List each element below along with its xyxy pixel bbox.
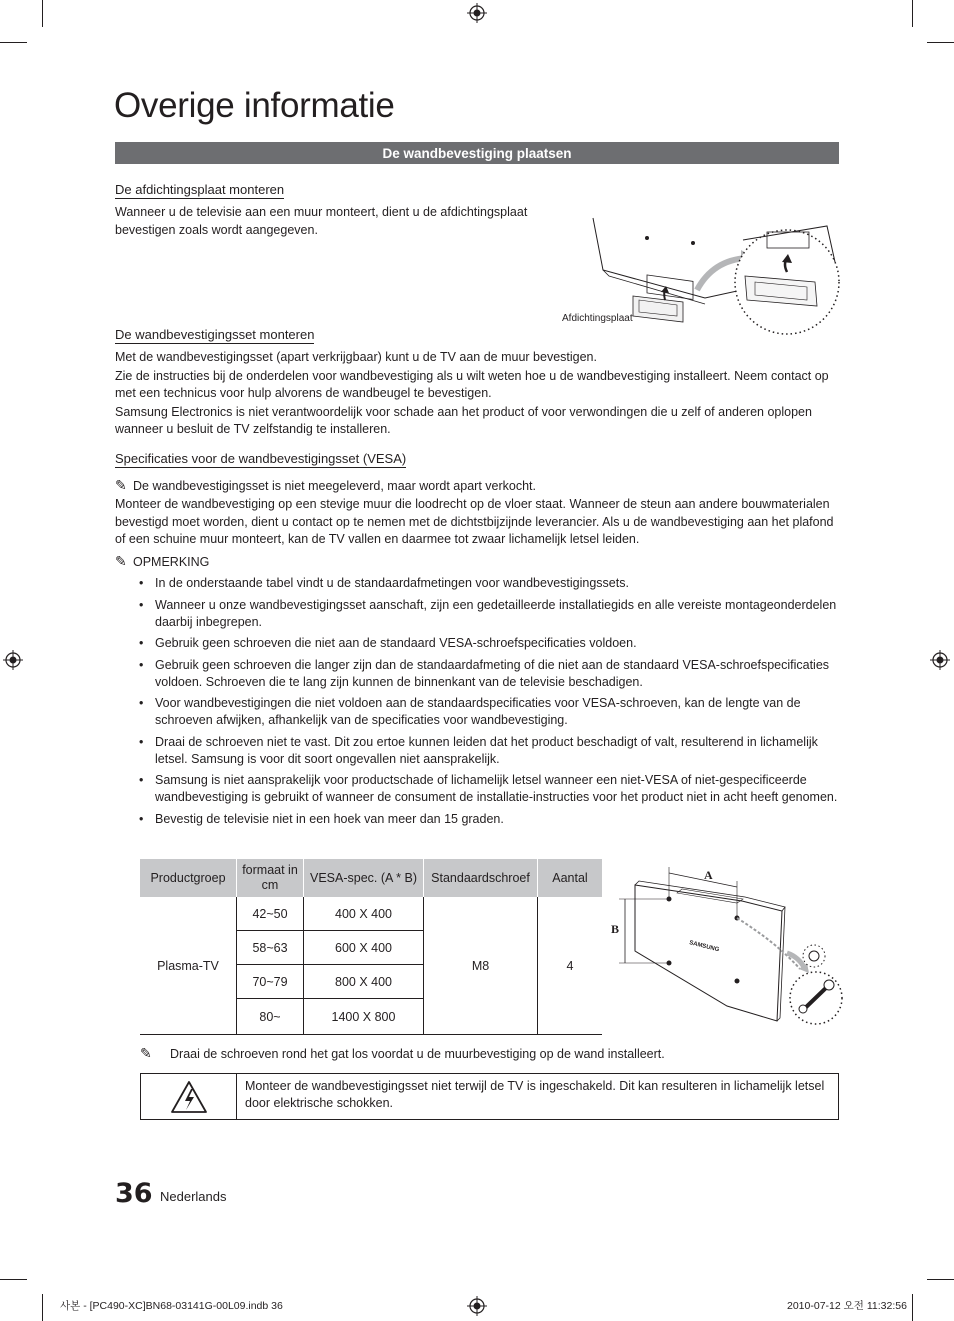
vesa-heading: Specificaties voor de wandbevestigingsset (VESA) bbox=[115, 451, 407, 466]
table-cell-size: 42~50 bbox=[237, 897, 304, 931]
list-item: • Voor wandbevestigingen die niet voldoen aan de standaardspecificaties voor VESA-schroeven, kan de lengte van de schroeven afwijken, afhankelijk van de specificaties voor wandbevestiging. bbox=[138, 695, 840, 729]
vesa-paragraph: Monteer de wandbevestiging op een stevige muur die loodrecht op de vloer staat. Wanneer de steun aan andere bouwmaterialen bevestigd moet worden, dient u contact op te nemen met de dichtstbijzijnde leverancier. Als u de wandbevestiging aan het plafond of een schuine muur monteert, kan de TV vallen en daarmee tot zwaar lichamelijk letsel leiden. bbox=[115, 497, 834, 546]
seal-plate-label: Afdichtingsplaat bbox=[562, 313, 633, 324]
note-pencil-icon: ✎ bbox=[115, 477, 127, 493]
table-header: Productgroep bbox=[140, 859, 237, 897]
table-header: Aantal bbox=[538, 859, 603, 897]
page-number: 36 bbox=[115, 1178, 153, 1209]
crop-mark bbox=[42, 1294, 43, 1321]
note-pencil-icon: ✎ bbox=[140, 1045, 152, 1061]
table-cell-vesa: 1400 X 800 bbox=[304, 999, 424, 1035]
vesa-spec-table bbox=[140, 859, 602, 1035]
registration-mark-icon bbox=[930, 650, 950, 670]
warning-icon-cell bbox=[141, 1074, 237, 1119]
wall-kit-heading: De wandbevestigingsset monteren bbox=[115, 327, 315, 342]
table-row bbox=[140, 897, 602, 931]
warning-text: Monteer de wandbevestigingsset niet terwijl de TV is ingeschakeld. Dit kan resulteren in lichamelijk letsel door elektrische schokken. bbox=[245, 1079, 825, 1110]
seal-plate-heading: De afdichtingsplaat monteren bbox=[115, 182, 285, 197]
diagram-label-b: B bbox=[611, 922, 620, 936]
table-cell-screw: M8 bbox=[424, 897, 538, 1035]
page-title: Overige informatie bbox=[114, 86, 395, 125]
crop-mark bbox=[912, 0, 913, 27]
language-label: Nederlands bbox=[160, 1189, 227, 1204]
table-cell-size: 80~ bbox=[237, 999, 304, 1035]
vesa-diagram bbox=[607, 861, 847, 1031]
crop-mark bbox=[0, 1279, 27, 1280]
list-item: • Draai de schroeven niet te vast. Dit zou ertoe kunnen leiden dat het product beschadigt of valt, resulterend in lichamelijk letsel. Samsung is voor dit soort ongevallen niet aansprakelijk. bbox=[138, 734, 840, 768]
table-header: VESA-spec. (A * B) bbox=[304, 859, 424, 897]
table-cell-count: 4 bbox=[538, 897, 603, 1035]
registration-mark-icon bbox=[467, 3, 487, 23]
wall-kit-paragraph: Met de wandbevestigingsset (apart verkrijgbaar) kunt u de TV aan de muur bevestigen. bbox=[115, 350, 597, 364]
list-item: • Samsung is niet aansprakelijk voor productschade of lichamelijk letsel wanneer een niet-VESA of niet-gespecificeerde wandbevestiging is gebruikt of wanneer de consument de installatie-instructies voor het product niet in acht heeft genomen. bbox=[138, 772, 840, 806]
registration-mark-icon bbox=[3, 650, 23, 670]
remark-heading bbox=[115, 553, 839, 572]
table-cell-size: 58~63 bbox=[237, 931, 304, 965]
vesa-note bbox=[115, 477, 839, 496]
table-cell-vesa: 400 X 400 bbox=[304, 897, 424, 931]
wall-kit-text bbox=[115, 349, 839, 439]
table-cell-group: Plasma-TV bbox=[140, 897, 237, 1035]
note-pencil-icon: ✎ bbox=[115, 553, 127, 569]
table-header: formaat in cm bbox=[237, 859, 304, 897]
diagram-brand: SAMSUNG bbox=[688, 940, 720, 954]
crop-mark bbox=[927, 1279, 954, 1280]
remark-list bbox=[138, 575, 840, 832]
registration-mark-icon bbox=[467, 1296, 487, 1316]
diagram-label-a: A bbox=[704, 868, 713, 882]
crop-mark bbox=[0, 42, 27, 43]
footer-file: 사본 - [PC490-XC]BN68-03141G-00L09.indb 36 bbox=[60, 1300, 283, 1312]
crop-mark bbox=[927, 42, 954, 43]
table-note bbox=[140, 1045, 840, 1062]
list-item: • Bevestig de televisie niet in een hoek van meer dan 15 graden. bbox=[138, 811, 840, 828]
table-cell-vesa: 600 X 400 bbox=[304, 931, 424, 965]
crop-mark bbox=[42, 0, 43, 27]
wall-kit-paragraph: Zie de instructies bij de onderdelen voor wandbevestiging als u wilt weten hoe u de wandbevestiging installeert. Neem contact op met een technicus voor hulp alvorens de wandbeugel te bevestigen. bbox=[115, 368, 829, 400]
warning-box bbox=[140, 1073, 839, 1120]
electric-shock-warning-icon bbox=[170, 1080, 208, 1114]
footer-timestamp: 2010-07-12 오전 11:32:56 bbox=[787, 1300, 907, 1312]
remark-label: OPMERKING bbox=[133, 555, 210, 569]
list-item: • Wanneer u onze wandbevestigingsset aanschaft, zijn een gedetailleerde installatiegids en alle vereiste montageonderdelen daarbij inbegrepen. bbox=[138, 597, 840, 631]
list-item: • Gebruik geen schroeven die langer zijn dan de standaardafmeting of die niet aan de standaard VESA-schroefspecificaties voldoen. Schroeven die te lang zijn kunnen de binnenkant van de televisie beschadigen. bbox=[138, 657, 840, 691]
table-note-text: Draai de schroeven rond het gat los voordat u de muurbevestiging op de wand installeert. bbox=[170, 1047, 665, 1061]
section-title: De wandbevestiging plaatsen bbox=[115, 142, 839, 164]
table-cell-size: 70~79 bbox=[237, 965, 304, 999]
seal-plate-text: Wanneer u de televisie aan een muur monteert, dient u de afdichtingsplaat bevestigen zoals wordt aangegeven. bbox=[115, 205, 528, 237]
list-item: • Gebruik geen schroeven die niet aan de standaard VESA-schroefspecificaties voldoen. bbox=[138, 635, 840, 652]
list-item: • In de onderstaande tabel vindt u de standaardafmetingen voor wandbevestigingssets. bbox=[138, 575, 840, 592]
vesa-note-text: De wandbevestigingsset is niet meegeleverd, maar wordt apart verkocht. bbox=[133, 479, 536, 493]
table-cell-vesa: 800 X 400 bbox=[304, 965, 424, 999]
wall-kit-paragraph: Samsung Electronics is niet verantwoordelijk voor schade aan het product of voor verwondingen die u zelf of anderen oplopen wanneer u besluit de TV zelfstandig te installeren. bbox=[115, 404, 812, 436]
table-header: Standaardschroef bbox=[424, 859, 538, 897]
crop-mark bbox=[912, 1294, 913, 1321]
